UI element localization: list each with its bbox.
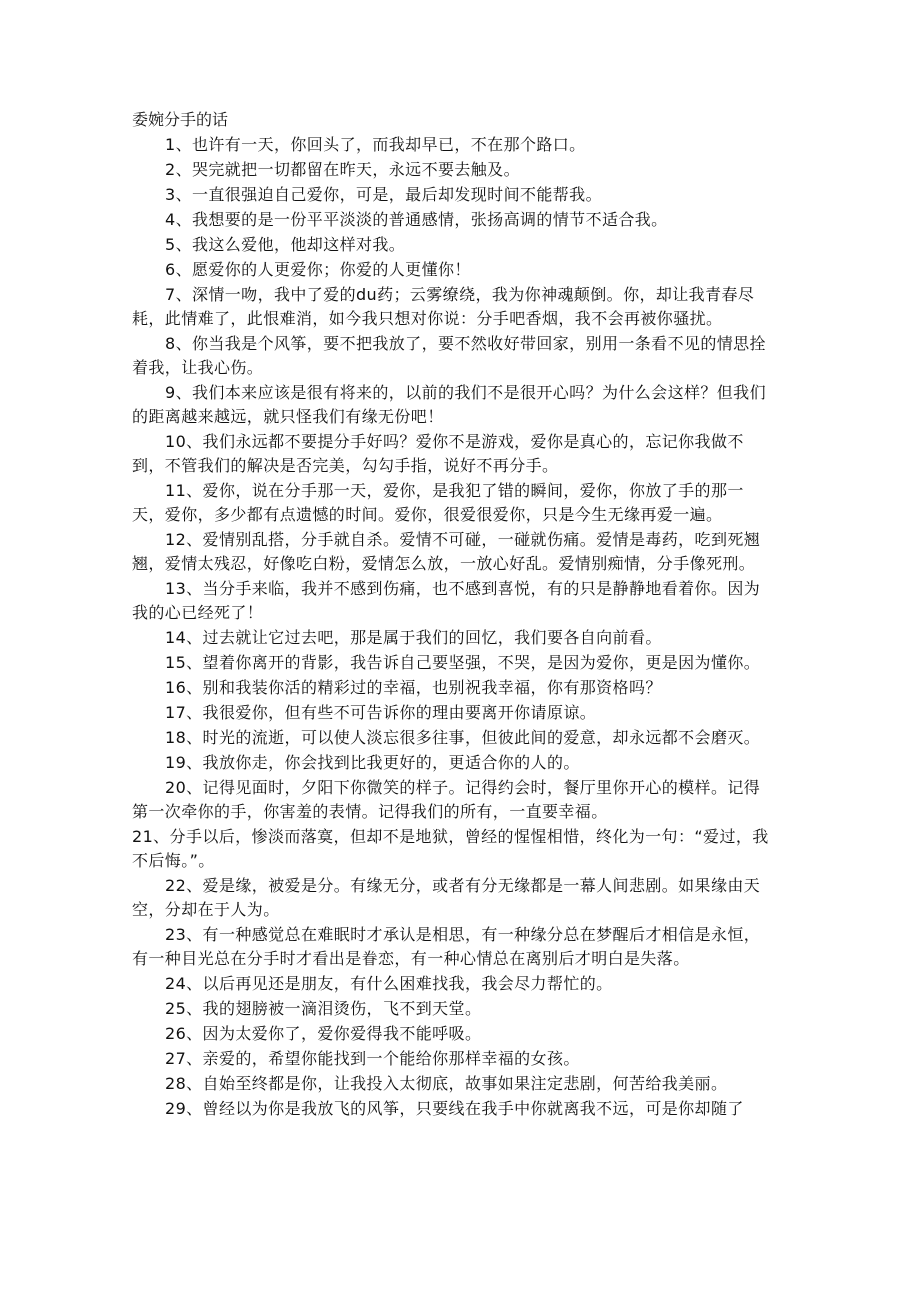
- list-item-2: 2、哭完就把一切都留在昨天，永远不要去触及。: [165, 160, 520, 179]
- list-item-9: 9、我们本来应该是很有将来的，以前的我们不是很开心吗？为什么会这样？但我们的距离越来越远，就只怪我们有缘无份吧！: [132, 383, 766, 426]
- list-item-18: 18、时光的流逝，可以使人淡忘很多往事，但彼此间的爱意，却永远都不会磨灭。: [165, 728, 761, 747]
- list-item-17: 17、我很爱你，但有些不可告诉你的理由要离开你请原谅。: [165, 703, 597, 722]
- list-item-3: 3、一直很强迫自己爱你，可是，最后却发现时间不能帮我。: [165, 185, 602, 204]
- list-item-6: 6、愿爱你的人更爱你；你爱的人更懂你！: [165, 260, 471, 279]
- list-item-24: 24、以后再见还是朋友，有什么困难找我，我会尽力帮忙的。: [165, 974, 613, 993]
- list-item-10: 10、我们永远都不要提分手好吗？爱你不是游戏，爱你是真心的，忘记你我做不到，不管我们的解决是否完美，勾勾手指，说好不再分手。: [132, 432, 744, 475]
- list-item-20: 20、记得见面时，夕阳下你微笑的样子。记得约会时，餐厅里你开心的模样。记得第一次牵你的手，你害羞的表情。记得我们的所有，一直要幸福。: [132, 778, 761, 821]
- list-item-7: 7、深情一吻，我中了爱的du药；云雾缭绕，我为你神魂颠倒。你，却让我青春尽耗，此情难了，此恨难消，如今我只想对你说：分手吧香烟，我不会再被你骚扰。: [132, 285, 755, 328]
- page-title: 委婉分手的话: [132, 110, 229, 129]
- list-item-22: 22、爱是缘，被爱是分。有缘无分，或者有分无缘都是一幕人间悲剧。如果缘由天空，分却在于人为。: [132, 876, 761, 919]
- document-page: [132, 108, 772, 1122]
- list-item-26: 26、因为太爱你了，爱你爱得我不能呼吸。: [165, 1024, 482, 1043]
- list-item-25: 25、我的翅膀被一滴泪烫伤，飞不到天堂。: [165, 999, 482, 1018]
- list-item-15: 15、望着你离开的背影，我告诉自己要坚强，不哭，是因为爱你，更是因为懂你。: [165, 653, 761, 672]
- list-item-13: 13、当分手来临，我并不感到伤痛，也不感到喜悦，有的只是静静地看着你。因为我的心已经死了！: [132, 579, 761, 622]
- list-item-1: 1、也许有一天，你回头了，而我却早已，不在那个路口。: [165, 135, 586, 154]
- list-item-8: 8、你当我是个风筝，要不把我放了，要不然收好带回家，别用一条看不见的情思拴着我，让我心伤。: [132, 334, 766, 377]
- list-item-12: 12、爱情别乱搭，分手就自杀。爱情不可碰，一碰就伤痛。爱情是毒药，吃到死翘翘，爱情太残忍，好像吃白粉，爱情怎么放，一放心好乱。爱情别痴情，分手像死刑。: [132, 530, 761, 573]
- list-item-11: 11、爱你，说在分手那一天，爱你，是我犯了错的瞬间，爱你，你放了手的那一天，爱你，多少都有点遗憾的时间。爱你，很爱很爱你，只是今生无缘再爱一遍。: [132, 481, 744, 524]
- list-item-29: 29、曾经以为你是我放飞的风筝，只要线在我手中你就离我不远，可是你却随了: [165, 1099, 744, 1118]
- list-item-27: 27、亲爱的，希望你能找到一个能给你那样幸福的女孩。: [165, 1049, 580, 1068]
- list-item-16: 16、别和我装你活的精彩过的幸福，也别祝我幸福，你有那资格吗？: [165, 678, 662, 697]
- list-item-21: 21、分手以后，惨淡而落寞，但却不是地狱，曾经的惺惺相惜，终化为一句：“爱过，我不后悔。”。: [132, 827, 769, 870]
- list-item-5: 5、我这么爱他，他却这样对我。: [165, 235, 406, 254]
- list-item-14: 14、过去就让它过去吧，那是属于我们的回忆，我们要各自向前看。: [165, 628, 662, 647]
- list-item-4: 4、我想要的是一份平平淡淡的普通感情，张扬高调的情节不适合我。: [165, 210, 668, 229]
- list-item-28: 28、自始至终都是你，让我投入太彻底，故事如果注定悲剧，何苦给我美丽。: [165, 1074, 728, 1093]
- list-item-23: 23、有一种感觉总在难眠时才承认是相思，有一种缘分总在梦醒后才相信是永恒，有一种目光总在分手时才看出是眷恋，有一种心情总在离别后才明白是失落。: [132, 925, 761, 968]
- list-item-19: 19、我放你走，你会找到比我更好的，更适合你的人的。: [165, 753, 580, 772]
